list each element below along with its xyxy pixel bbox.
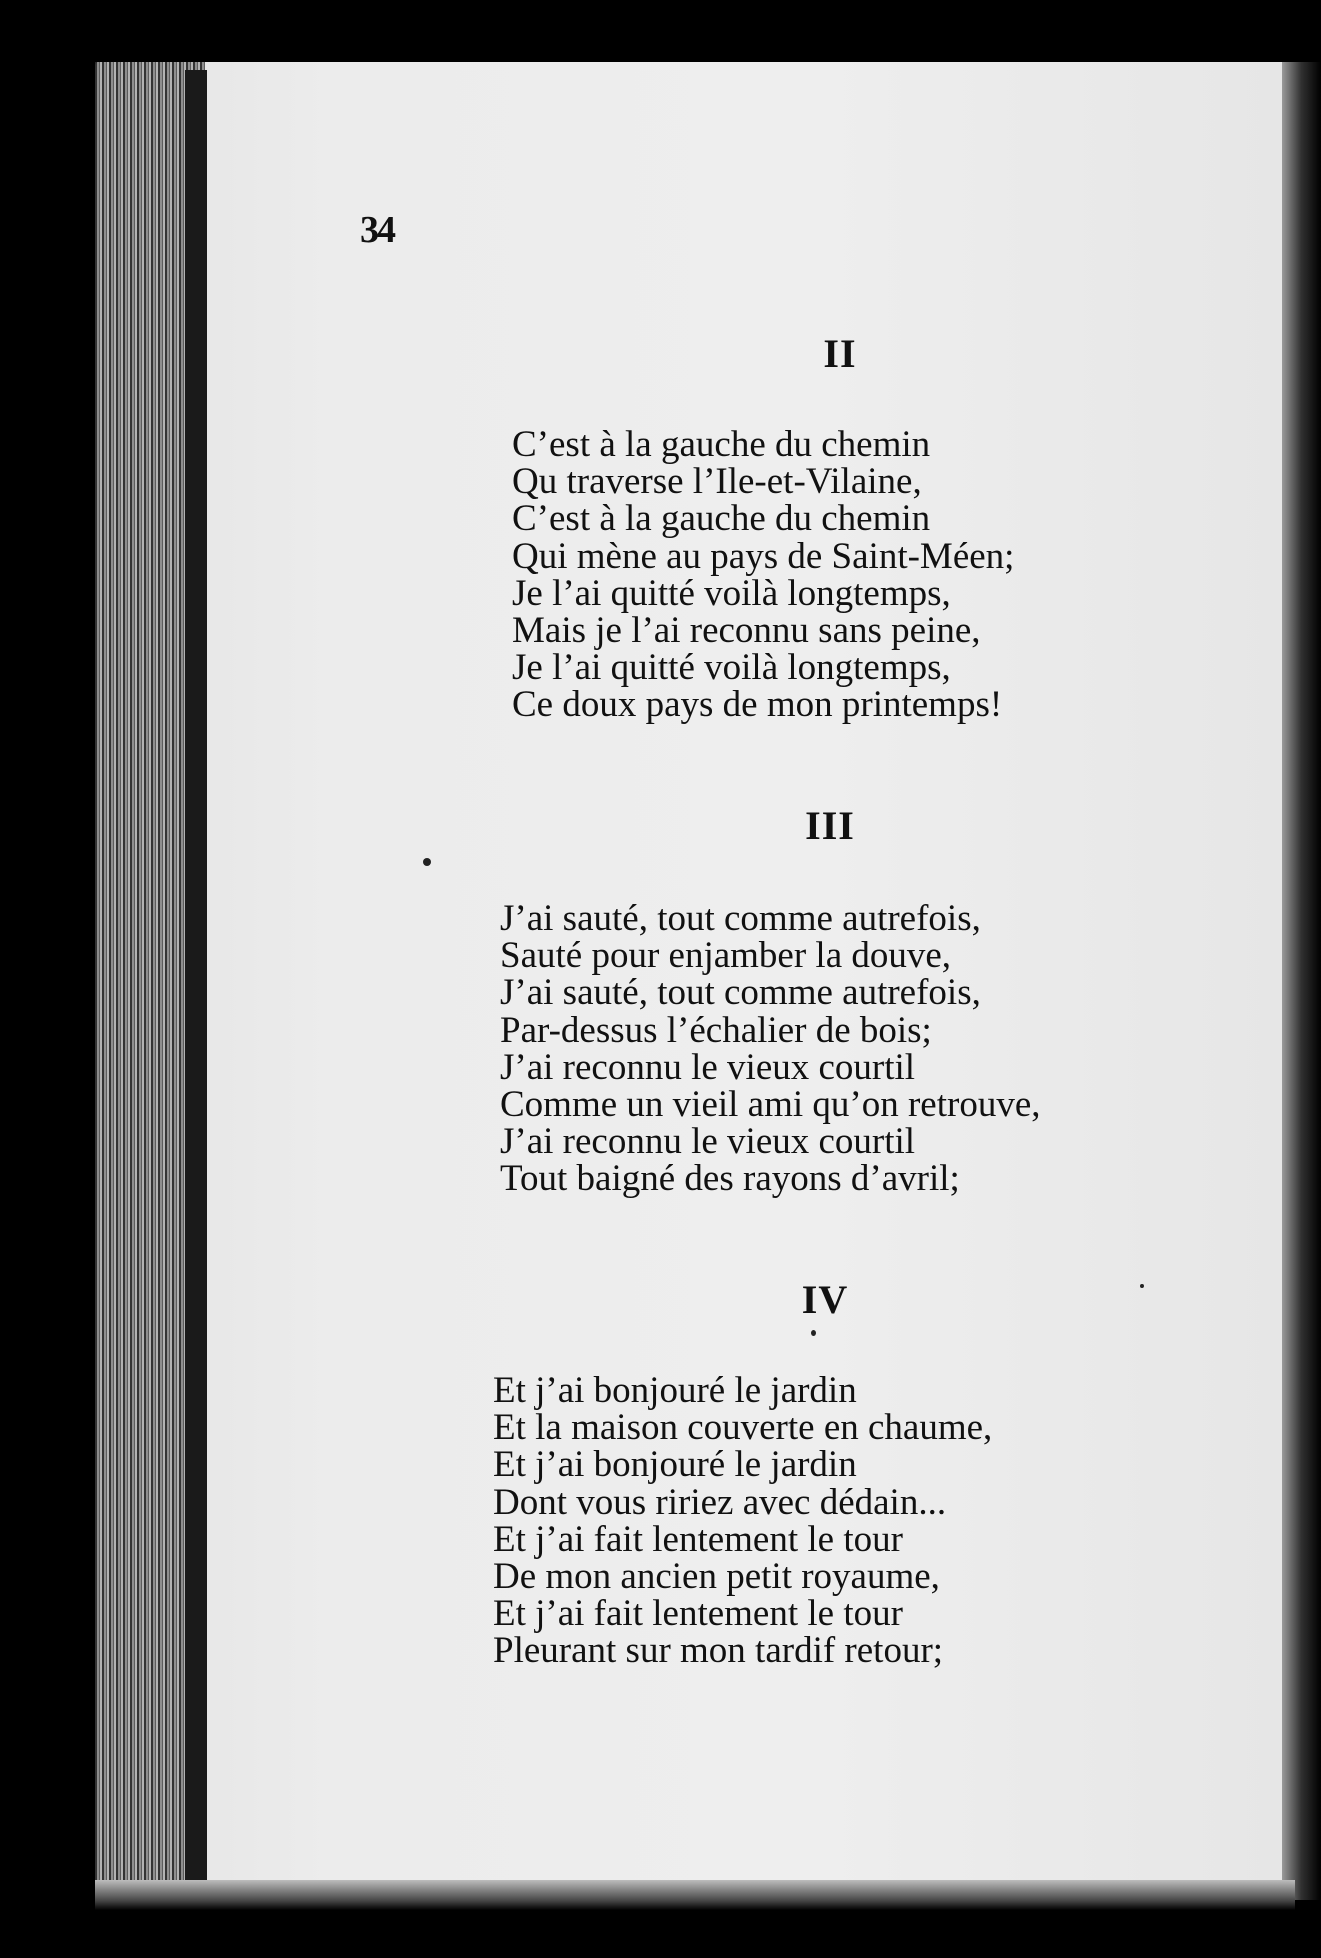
verse-line: Par-dessus l’échalier de bois; (500, 1009, 932, 1051)
verse-line: Je l’ai quitté voilà longtemps, (512, 572, 951, 614)
verse-line: Et j’ai bonjouré le jardin (493, 1370, 857, 1411)
verse-line: J’ai reconnu le vieux courtil (500, 1121, 916, 1163)
verse-line: De mon ancien petit royaume, (493, 1556, 940, 1598)
page-number: 34 (360, 209, 394, 251)
verse-line: Et la maison couverte en chaume, (493, 1407, 993, 1449)
section-heading-iv: IV (801, 1277, 849, 1322)
verse-line: C’est à la gauche du chemin (512, 424, 931, 465)
stanza-iv (493, 1372, 992, 1670)
verse-line: Qui mène au pays de Saint-Méen; (512, 535, 1015, 577)
verse-line: Tout baigné des rayons d’avril; (500, 1158, 960, 1200)
verse-line: Qu traverse l’Ile-et-Vilaine, (512, 461, 922, 503)
verse-line: J’ai reconnu le vieux courtil (500, 1046, 916, 1088)
verse-line: Mais je l’ai reconnu sans peine, (512, 610, 981, 652)
verse-line: Comme un vieil ami qu’on retrouve, (500, 1084, 1041, 1126)
section-heading-ii: II (823, 331, 857, 376)
verse-line: Et j’ai bonjouré le jardin (493, 1444, 857, 1486)
verse-line: J’ai sauté, tout comme autrefois, (500, 898, 981, 939)
verse-line: Dont vous ririez avec dédain... (493, 1481, 947, 1523)
verse-line: Et j’ai fait lentement le tour (493, 1593, 903, 1635)
verse-line: Et j’ai fait lentement le tour (493, 1518, 903, 1560)
verse-line: Ce doux pays de mon printemps! (512, 684, 1003, 726)
verse-line: C’est à la gauche du chemin (512, 498, 931, 540)
verse-line: J’ai sauté, tout comme autrefois, (500, 972, 981, 1014)
stanza-ii (512, 426, 1014, 724)
verse-line: Je l’ai quitté voilà longtemps, (512, 647, 951, 689)
section-heading-iii: III (805, 803, 855, 848)
verse-line: Pleurant sur mon tardif retour; (493, 1630, 944, 1672)
verse-line: Sauté pour enjamber la douve, (500, 935, 952, 977)
stanza-iii (500, 900, 1041, 1198)
